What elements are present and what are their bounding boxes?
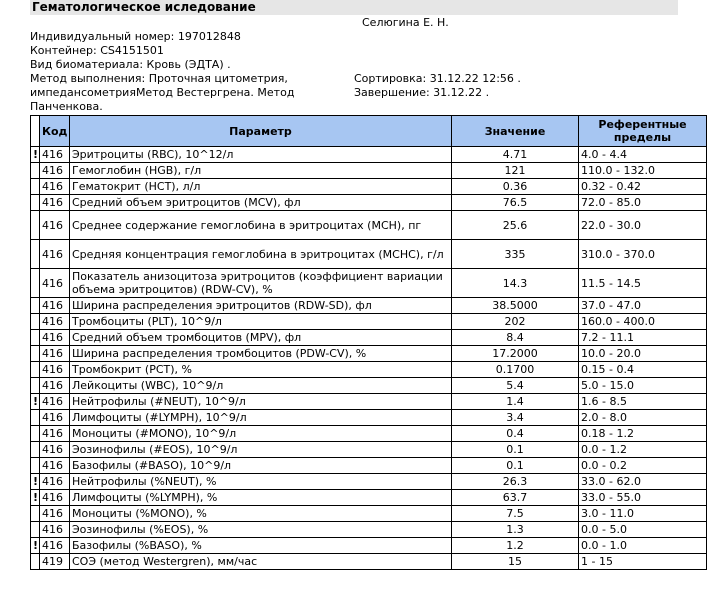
- flag-cell: [31, 522, 40, 538]
- param-cell: Показатель анизоцитоза эритроцитов (коэффициент вариации объема эритроцитов) (RDW-CV), %: [70, 269, 452, 298]
- param-cell: Эритроциты (RBC), 10^12/л: [70, 147, 452, 163]
- code-cell: 416: [40, 426, 70, 442]
- table-row: [31, 330, 707, 346]
- code-cell: 416: [40, 147, 70, 163]
- individual-number: Индивидуальный номер: 197012848: [30, 30, 241, 43]
- ref-cell: 0.0 - 0.2: [579, 458, 707, 474]
- code-cell: 416: [40, 538, 70, 554]
- flag-cell: [31, 298, 40, 314]
- value-cell: 1.3: [452, 522, 579, 538]
- ref-cell: 160.0 - 400.0: [579, 314, 707, 330]
- ref-cell: 7.2 - 11.1: [579, 330, 707, 346]
- param-cell: Ширина распределения эритроцитов (RDW-SD), фл: [70, 298, 452, 314]
- table-row: [31, 163, 707, 179]
- ref-cell: 37.0 - 47.0: [579, 298, 707, 314]
- code-cell: 416: [40, 394, 70, 410]
- value-cell: 0.1: [452, 458, 579, 474]
- ref-cell: 33.0 - 62.0: [579, 474, 707, 490]
- param-cell: Ширина распределения тромбоцитов (PDW-CV), %: [70, 346, 452, 362]
- flag-cell: !: [31, 394, 40, 410]
- ref-cell: 0.32 - 0.42: [579, 179, 707, 195]
- code-cell: 416: [40, 298, 70, 314]
- flag-cell: [31, 506, 40, 522]
- report-title: Гематологическое иследование: [30, 0, 678, 15]
- param-cell: Эозинофилы (%EOS), %: [70, 522, 452, 538]
- flag-cell: [31, 211, 40, 240]
- table-row: [31, 314, 707, 330]
- param-cell: Гемоглобин (HGB), г/л: [70, 163, 452, 179]
- code-cell: 416: [40, 346, 70, 362]
- code-cell: 419: [40, 554, 70, 570]
- ref-cell: 72.0 - 85.0: [579, 195, 707, 211]
- value-cell: 3.4: [452, 410, 579, 426]
- value-cell: 202: [452, 314, 579, 330]
- table-row: [31, 211, 707, 240]
- param-cell: Среднее содержание гемоглобина в эритроцитах (MCH), пг: [70, 211, 452, 240]
- code-cell: 416: [40, 163, 70, 179]
- table-row: [31, 378, 707, 394]
- value-cell: 0.4: [452, 426, 579, 442]
- value-cell: 7.5: [452, 506, 579, 522]
- flag-cell: [31, 269, 40, 298]
- param-cell: СОЭ (метод Westergren), мм/час: [70, 554, 452, 570]
- doctor-name: Селюгина Е. Н.: [362, 16, 449, 29]
- code-cell: 416: [40, 506, 70, 522]
- flag-cell: [31, 410, 40, 426]
- value-cell: 26.3: [452, 474, 579, 490]
- param-cell: Тромбокрит (PCT), %: [70, 362, 452, 378]
- code-cell: 416: [40, 314, 70, 330]
- param-cell: Моноциты (#MONO), 10^9/л: [70, 426, 452, 442]
- value-cell: 335: [452, 240, 579, 269]
- flag-cell: [31, 442, 40, 458]
- table-row: [31, 410, 707, 426]
- table-row: [31, 298, 707, 314]
- code-cell: 416: [40, 522, 70, 538]
- value-cell: 8.4: [452, 330, 579, 346]
- param-cell: Эозинофилы (#EOS), 10^9/л: [70, 442, 452, 458]
- value-cell: 38.5000: [452, 298, 579, 314]
- flag-cell: [31, 240, 40, 269]
- value-cell: 63.7: [452, 490, 579, 506]
- flag-cell: [31, 330, 40, 346]
- value-cell: 0.36: [452, 179, 579, 195]
- table-row: [31, 426, 707, 442]
- table-row: [31, 179, 707, 195]
- param-cell: Лимфоциты (%LYMPH), %: [70, 490, 452, 506]
- table-row: [31, 147, 707, 163]
- param-cell: Средний объем тромбоцитов (MPV), фл: [70, 330, 452, 346]
- param-cell: Нейтрофилы (#NEUT), 10^9/л: [70, 394, 452, 410]
- flag-cell: [31, 163, 40, 179]
- table-row: [31, 240, 707, 269]
- column-header-value: Значение: [452, 116, 579, 147]
- table-row: [31, 554, 707, 570]
- param-cell: Гематокрит (HCT), л/л: [70, 179, 452, 195]
- value-cell: 17.2000: [452, 346, 579, 362]
- param-cell: Лейкоциты (WBC), 10^9/л: [70, 378, 452, 394]
- code-cell: 416: [40, 240, 70, 269]
- param-cell: Тромбоциты (PLT), 10^9/л: [70, 314, 452, 330]
- value-cell: 15: [452, 554, 579, 570]
- code-cell: 416: [40, 490, 70, 506]
- ref-cell: 4.0 - 4.4: [579, 147, 707, 163]
- method-line-2: импедансометрияМетод Вестергрена. Метод: [30, 86, 295, 99]
- flag-cell: [31, 346, 40, 362]
- method-line-1: Метод выполнения: Проточная цитометрия,: [30, 72, 288, 85]
- code-cell: 416: [40, 211, 70, 240]
- flag-cell: !: [31, 474, 40, 490]
- table-row: [31, 458, 707, 474]
- code-cell: 416: [40, 458, 70, 474]
- container-id: Контейнер: CS4151501: [30, 44, 164, 57]
- ref-cell: 1 - 15: [579, 554, 707, 570]
- value-cell: 5.4: [452, 378, 579, 394]
- ref-cell: 0.0 - 1.0: [579, 538, 707, 554]
- flag-cell: [31, 179, 40, 195]
- ref-cell: 2.0 - 8.0: [579, 410, 707, 426]
- flag-cell: [31, 362, 40, 378]
- code-cell: 416: [40, 442, 70, 458]
- ref-cell: 11.5 - 14.5: [579, 269, 707, 298]
- column-header-param: Параметр: [70, 116, 452, 147]
- table-row: [31, 442, 707, 458]
- param-cell: Нейтрофилы (%NEUT), %: [70, 474, 452, 490]
- table-row: [31, 362, 707, 378]
- code-cell: 416: [40, 410, 70, 426]
- table-header-row: [31, 116, 707, 147]
- table-row: [31, 474, 707, 490]
- column-header-code: Код: [40, 116, 70, 147]
- ref-cell: 1.6 - 8.5: [579, 394, 707, 410]
- flag-cell: [31, 426, 40, 442]
- column-header-ref: Референтные пределы: [579, 116, 707, 147]
- table-row: [31, 346, 707, 362]
- ref-cell: 33.0 - 55.0: [579, 490, 707, 506]
- code-cell: 416: [40, 195, 70, 211]
- table-row: [31, 490, 707, 506]
- flag-cell: [31, 195, 40, 211]
- code-cell: 416: [40, 362, 70, 378]
- ref-cell: 10.0 - 20.0: [579, 346, 707, 362]
- sorting-timestamp: Сортировка: 31.12.22 12:56 .: [354, 72, 521, 85]
- code-cell: 416: [40, 269, 70, 298]
- ref-cell: 5.0 - 15.0: [579, 378, 707, 394]
- value-cell: 25.6: [452, 211, 579, 240]
- value-cell: 0.1700: [452, 362, 579, 378]
- code-cell: 416: [40, 378, 70, 394]
- value-cell: 76.5: [452, 195, 579, 211]
- param-cell: Средняя концентрация гемоглобина в эритроцитах (MCHC), г/л: [70, 240, 452, 269]
- completion-timestamp: Завершение: 31.12.22 .: [354, 86, 490, 99]
- value-cell: 1.4: [452, 394, 579, 410]
- table-row: [31, 195, 707, 211]
- method-line-3: Панченкова.: [30, 100, 103, 113]
- ref-cell: 110.0 - 132.0: [579, 163, 707, 179]
- results-table: [30, 115, 707, 570]
- flag-cell: !: [31, 147, 40, 163]
- value-cell: 14.3: [452, 269, 579, 298]
- param-cell: Базофилы (%BASO), %: [70, 538, 452, 554]
- table-row: [31, 269, 707, 298]
- column-header-flag: [31, 116, 40, 147]
- ref-cell: 310.0 - 370.0: [579, 240, 707, 269]
- value-cell: 4.71: [452, 147, 579, 163]
- param-cell: Базофилы (#BASO), 10^9/л: [70, 458, 452, 474]
- value-cell: 1.2: [452, 538, 579, 554]
- code-cell: 416: [40, 330, 70, 346]
- ref-cell: 0.0 - 5.0: [579, 522, 707, 538]
- value-cell: 0.1: [452, 442, 579, 458]
- flag-cell: [31, 458, 40, 474]
- code-cell: 416: [40, 474, 70, 490]
- ref-cell: 3.0 - 11.0: [579, 506, 707, 522]
- ref-cell: 0.15 - 0.4: [579, 362, 707, 378]
- flag-cell: !: [31, 538, 40, 554]
- flag-cell: [31, 314, 40, 330]
- param-cell: Лимфоциты (#LYMPH), 10^9/л: [70, 410, 452, 426]
- code-cell: 416: [40, 179, 70, 195]
- value-cell: 121: [452, 163, 579, 179]
- param-cell: Средний объем эритроцитов (MCV), фл: [70, 195, 452, 211]
- ref-cell: 22.0 - 30.0: [579, 211, 707, 240]
- table-row: [31, 522, 707, 538]
- flag-cell: [31, 378, 40, 394]
- table-row: [31, 538, 707, 554]
- param-cell: Моноциты (%MONO), %: [70, 506, 452, 522]
- table-row: [31, 506, 707, 522]
- biomaterial-type: Вид биоматериала: Кровь (ЭДТА) .: [30, 58, 231, 71]
- flag-cell: [31, 554, 40, 570]
- flag-cell: !: [31, 490, 40, 506]
- table-row: [31, 394, 707, 410]
- ref-cell: 0.18 - 1.2: [579, 426, 707, 442]
- ref-cell: 0.0 - 1.2: [579, 442, 707, 458]
